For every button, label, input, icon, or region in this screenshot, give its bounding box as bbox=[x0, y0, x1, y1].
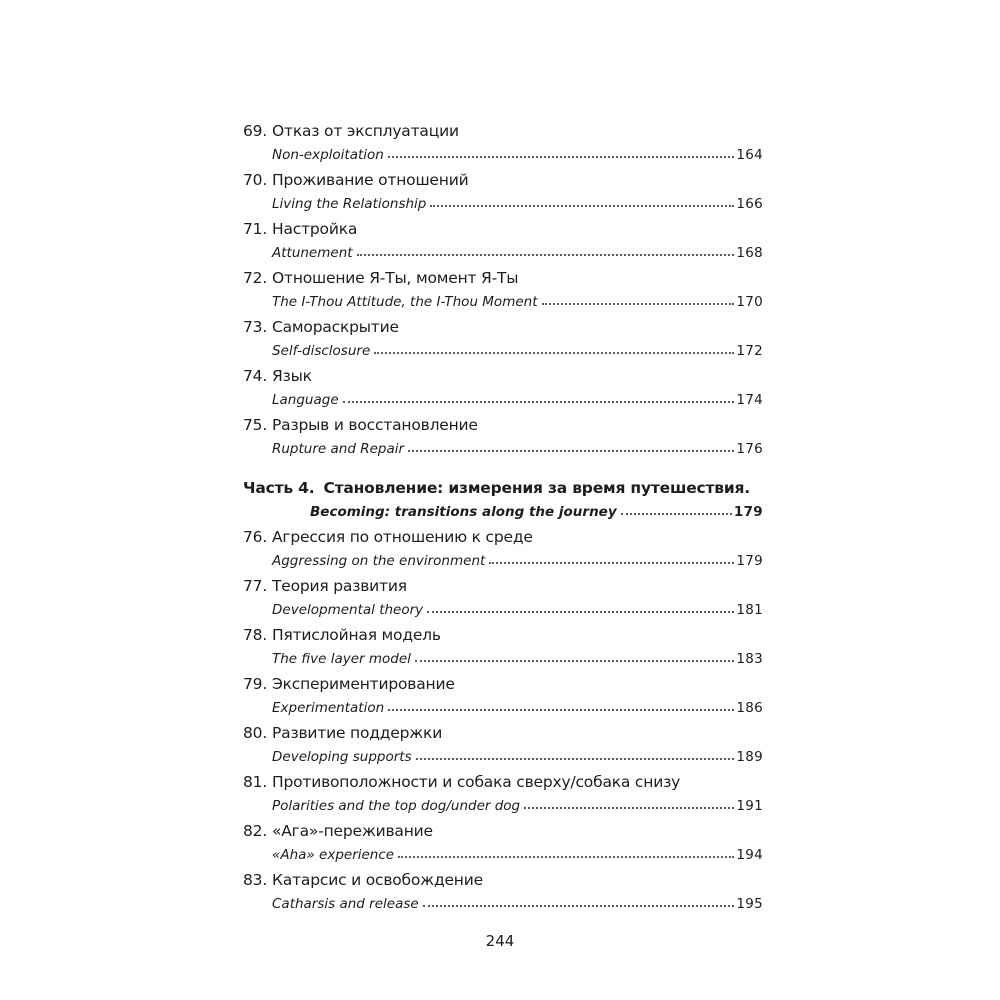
toc-entry-title-line bbox=[243, 623, 763, 647]
toc-entry-subtitle-line bbox=[243, 696, 763, 720]
entry-title-en: Becoming: transitions along the journey bbox=[310, 504, 617, 520]
dot-leader bbox=[357, 254, 735, 256]
entry-page-number: 179 bbox=[736, 553, 763, 569]
toc-entry bbox=[243, 574, 763, 622]
toc-entry-subtitle-line bbox=[243, 290, 763, 314]
toc-entry-title-line bbox=[243, 574, 763, 598]
entry-page-number: 174 bbox=[736, 392, 763, 408]
toc-entry bbox=[243, 868, 763, 916]
toc-entry-subtitle-line bbox=[243, 437, 763, 461]
toc-entry bbox=[243, 721, 763, 769]
dot-leader bbox=[398, 856, 734, 858]
entry-title-en: Developing supports bbox=[272, 749, 412, 765]
entry-title-en: The five layer model bbox=[272, 651, 411, 667]
entry-number: 76. bbox=[243, 528, 268, 546]
toc-entry-title-line bbox=[243, 476, 763, 500]
entry-title-ru: Теория развития bbox=[272, 577, 407, 595]
entry-number: 69. bbox=[243, 122, 268, 140]
dot-leader bbox=[343, 401, 735, 403]
entry-page-number: 189 bbox=[736, 749, 763, 765]
entry-title-ru: Разрыв и восстановление bbox=[272, 416, 478, 434]
entry-title-ru: Отношение Я-Ты, момент Я-Ты bbox=[272, 269, 519, 287]
toc-entry-title-line bbox=[243, 413, 763, 437]
toc-entry bbox=[243, 266, 763, 314]
entry-number: 83. bbox=[243, 871, 268, 889]
dot-leader bbox=[388, 156, 734, 158]
entry-title-ru: Самораскрытие bbox=[272, 318, 399, 336]
toc-entry-title-line bbox=[243, 315, 763, 339]
toc-entry-title-line bbox=[243, 819, 763, 843]
entry-number: 80. bbox=[243, 724, 268, 742]
entry-page-number: 181 bbox=[736, 602, 763, 618]
toc-entry-subtitle-line bbox=[243, 192, 763, 216]
entry-title-ru: Становление: измерения за время путешествия. bbox=[323, 479, 750, 497]
toc-entry-subtitle-line bbox=[243, 892, 763, 916]
entry-title-en: Self-disclosure bbox=[272, 343, 371, 359]
entry-title-ru: Настройка bbox=[272, 220, 358, 238]
entry-title-ru: Отказ от эксплуатации bbox=[272, 122, 459, 140]
entry-title-ru: Язык bbox=[272, 367, 312, 385]
entry-title-en: Catharsis and release bbox=[272, 896, 419, 912]
toc-entry bbox=[243, 315, 763, 363]
entry-number: 77. bbox=[243, 577, 268, 595]
toc-entry bbox=[243, 623, 763, 671]
entry-title-ru: Агрессия по отношению к среде bbox=[272, 528, 533, 546]
toc-entry-title-line bbox=[243, 770, 763, 794]
dot-leader bbox=[621, 513, 732, 515]
entry-page-number: 172 bbox=[736, 343, 763, 359]
entry-page-number: 164 bbox=[736, 147, 763, 163]
entry-page-number: 166 bbox=[736, 196, 763, 212]
dot-leader bbox=[427, 611, 734, 613]
toc-entry-title-line bbox=[243, 868, 763, 892]
entry-page-number: 195 bbox=[736, 896, 763, 912]
entry-number: 73. bbox=[243, 318, 268, 336]
entry-number: 78. bbox=[243, 626, 268, 644]
toc-entry-title-line bbox=[243, 364, 763, 388]
entry-page-number: 170 bbox=[736, 294, 763, 310]
toc-entry bbox=[243, 413, 763, 461]
entry-number: 82. bbox=[243, 822, 268, 840]
dot-leader bbox=[489, 562, 734, 564]
entry-number: 75. bbox=[243, 416, 268, 434]
dot-leader bbox=[374, 352, 734, 354]
dot-leader bbox=[415, 660, 734, 662]
toc-entry-title-line bbox=[243, 168, 763, 192]
entry-title-en: Non-exploitation bbox=[272, 147, 384, 163]
entry-title-en: Attunement bbox=[272, 245, 353, 261]
toc-entry bbox=[243, 819, 763, 867]
entry-page-number: 183 bbox=[736, 651, 763, 667]
toc-entry-title-line bbox=[243, 266, 763, 290]
toc-entry bbox=[243, 217, 763, 265]
entry-title-ru: Противоположности и собака сверху/собака снизу bbox=[272, 773, 681, 791]
dot-leader bbox=[408, 450, 734, 452]
toc-entry-subtitle-line bbox=[243, 143, 763, 167]
toc-entry-title-line bbox=[243, 525, 763, 549]
entry-title-ru: «Ага»-переживание bbox=[272, 822, 433, 840]
entry-title-en: Polarities and the top dog/under dog bbox=[272, 798, 521, 814]
toc-entry bbox=[243, 119, 763, 167]
entry-title-en: Developmental theory bbox=[272, 602, 424, 618]
toc-entry-title-line bbox=[243, 119, 763, 143]
toc-entry-subtitle-line bbox=[243, 598, 763, 622]
entry-title-ru: Катарсис и освобождение bbox=[272, 871, 483, 889]
toc-entry-subtitle-line bbox=[243, 339, 763, 363]
dot-leader bbox=[542, 303, 735, 305]
entry-page-number: 179 bbox=[733, 504, 763, 520]
toc-list bbox=[243, 119, 763, 917]
toc-entry-subtitle-line bbox=[243, 745, 763, 769]
entry-number: 70. bbox=[243, 171, 268, 189]
toc-section-heading bbox=[243, 476, 763, 524]
toc-entry bbox=[243, 364, 763, 412]
entry-title-en: Aggressing on the environment bbox=[272, 553, 486, 569]
toc-entry-subtitle-line bbox=[243, 647, 763, 671]
dot-leader bbox=[416, 758, 735, 760]
entry-title-ru: Экспериментирование bbox=[272, 675, 455, 693]
toc-entry bbox=[243, 672, 763, 720]
entry-page-number: 168 bbox=[736, 245, 763, 261]
entry-title-en: «Aha» experience bbox=[272, 847, 395, 863]
toc-entry-subtitle-line bbox=[243, 549, 763, 573]
entry-number: 71. bbox=[243, 220, 268, 238]
entry-page-number: 191 bbox=[736, 798, 763, 814]
dot-leader bbox=[423, 905, 735, 907]
page-number-footer: 244 bbox=[485, 932, 515, 950]
toc-entry-subtitle-line bbox=[243, 843, 763, 867]
toc-entry-title-line bbox=[243, 217, 763, 241]
toc-entry-title-line bbox=[243, 672, 763, 696]
entry-title-en: Living the Relationship bbox=[272, 196, 427, 212]
entry-page-number: 194 bbox=[736, 847, 763, 863]
dot-leader bbox=[524, 807, 734, 809]
toc-entry bbox=[243, 168, 763, 216]
entry-title-en: Language bbox=[272, 392, 339, 408]
toc-entry bbox=[243, 770, 763, 818]
entry-number: 79. bbox=[243, 675, 268, 693]
entry-title-ru: Развитие поддержки bbox=[272, 724, 443, 742]
entry-page-number: 186 bbox=[736, 700, 763, 716]
entry-number: 81. bbox=[243, 773, 268, 791]
entry-title-ru: Проживание отношений bbox=[272, 171, 469, 189]
entry-title-ru: Пятислойная модель bbox=[272, 626, 441, 644]
entry-number: 74. bbox=[243, 367, 268, 385]
entry-title-en: Rupture and Repair bbox=[272, 441, 405, 457]
dot-leader bbox=[388, 709, 734, 711]
toc-entry bbox=[243, 525, 763, 573]
toc-entry-subtitle-line bbox=[243, 241, 763, 265]
entry-number: Часть 4. bbox=[243, 479, 315, 497]
entry-page-number: 176 bbox=[736, 441, 763, 457]
toc-entry-subtitle-line bbox=[243, 500, 763, 524]
entry-title-en: Experimentation bbox=[272, 700, 385, 716]
entry-title-en: The I-Thou Attitude, the I-Thou Moment bbox=[272, 294, 538, 310]
toc-entry-subtitle-line bbox=[243, 794, 763, 818]
toc-entry-subtitle-line bbox=[243, 388, 763, 412]
dot-leader bbox=[430, 205, 734, 207]
toc-entry-title-line bbox=[243, 721, 763, 745]
entry-number: 72. bbox=[243, 269, 268, 287]
